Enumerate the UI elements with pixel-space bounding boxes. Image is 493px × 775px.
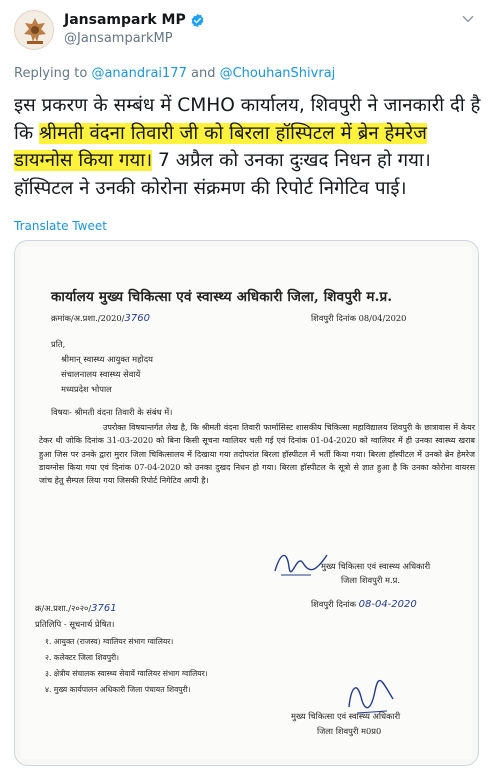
letter-sign-line1: मुख्य चिकित्सा एवं स्वास्थ्य अधिकारी [321,561,431,571]
letter-subject: विषयः- श्रीमती वंदना तिवारी के संबंध में। [51,407,173,417]
government-emblem-avatar[interactable] [14,10,54,50]
letter-to-line1: श्रीमान् स्वास्थ्य आयुक्त महोदय [61,354,153,364]
letter-copy-item: ३. क्षेत्रीय संचालक स्वास्थ्य सेवायें ग्वालियर संभाग ग्वालियर। [45,669,208,678]
tweet-photo[interactable] [14,240,479,766]
letter-date2 [311,599,417,610]
replying-to [14,66,335,81]
reply-mention-2[interactable]: @ChouhanShivraj [219,66,336,81]
letter-date2-value: 08-04-2020 [358,599,417,610]
letter-date-label: शिवपुरी दिनांक [311,313,356,323]
letter-date-value: 08/04/2020 [358,313,407,323]
reply-mention-1[interactable]: @anandrai177 [91,66,187,81]
tweet-text-highlight: श्रीमती वंदना तिवारी जी को बिरला हॉस्पिटल में ब्रेन हेमरेज डायग्नोस किया गया। [14,122,427,171]
letter-document [21,247,475,759]
letter-ref [51,313,150,324]
tweet-text-after: 7 अप्रैल को उनका दुःखद निधन हो गया। हॉस्पिटल ने उनकी कोरोना संक्रमण की रिपोर्ट निगेटिव पाई। [14,150,431,199]
letter-date [311,313,406,324]
letter-ref-label: क्रमांक/अ.प्रशा./2020/ [51,313,125,323]
letter-date2-label: शिवपुरी दिनांक [311,599,356,609]
verified-badge-icon [190,13,205,28]
letter-body: उपरोक्त विषयान्तर्गत लेख है, कि श्रीमती वंदना तिवारी फार्मासिस्ट शासकीय चिकित्सा महाविद्यालय शिवपुरी के छात्रावास में केयर टेकर थी जोकि दिनांक 31-03-2020 को बिना किसी सूचना ग्वालियर चली गई एवं दिनांक 01-04-2020 को ग्वालियर में ही उनका स्वास्थ्य खराब हुआ जिस पर उनके द्वारा मुरार जिला चिकित्सालय में दिखाया गया तदोपरांत बिरला हॉस्पीटल में भर्ती किया गया। बिरला हॉस्पीटल में उनको ब्रेन हेमरेज डायग्नोस किया गया एवं दिनांक 07-04-2020 को उनका दुखद निधन हो गया। बिरला हॉस्पीटल के सूत्रो से ज्ञात हुआ है कि उनका कोरोना वायरस जांच हेतु सैम्पल लिया गया जिसकी रिपोर्ट निगेटिव आयी है। [39,423,475,486]
replying-and: and [190,66,216,81]
letter-copy-item: ४. मुख्य कार्यपालन अधिकारी जिला पंचायत शिवपुरी। [45,685,191,694]
letter-sign-line2: जिला शिवपुरी म.प्र. [341,575,400,585]
translate-tweet-link[interactable]: Translate Tweet [14,219,107,233]
user-handle[interactable]: @JansamparkMP [64,31,173,46]
tweet-header [14,10,479,50]
replying-prefix: Replying to [14,66,88,81]
letter-title: कार्यालय मुख्य चिकित्सा एवं स्वास्थ्य अधिकारी जिला, शिवपुरी म.प्र. [51,289,393,305]
display-name[interactable]: Jansampark MP [64,12,186,28]
letter-sign2-line1: मुख्य चिकित्सा एवं स्वास्थ्य अधिकारी [291,711,401,721]
letter-to-line3: मध्यप्रदेश भोपाल [61,384,112,394]
letter-sign2-line2: जिला शिवपुरी म0प्र0 [317,726,382,736]
chevron-down-icon[interactable] [461,12,475,26]
letter-copy-label: प्रतिलिपि - सूचनार्थ प्रेषित। [35,619,115,629]
letter-copy-item: १. आयुक्त (राजस्व) ग्वालियर संभाग ग्वालियर। [45,637,174,646]
letter-ref2 [35,603,117,614]
tweet-text [14,92,486,202]
letter-to-line2: संचालनालय स्वास्थ्य सेवायें [61,369,141,379]
letter-to-label: प्रति, [51,339,66,349]
emblem-icon [15,11,54,50]
tweet-text-before: इस प्रकरण के सम्बंध में CMHO कार्यालय, शिवपुरी ने जानकारी दी है कि [14,95,481,144]
letter-ref2-label: क्र/अ.प्रशा./२०२०/ [35,603,92,613]
letter-ref2-number: 3761 [91,603,117,614]
letter-ref-number: 3760 [124,313,150,324]
letter-copy-item: २. कलेक्टर जिला शिवपुरी। [45,653,119,662]
